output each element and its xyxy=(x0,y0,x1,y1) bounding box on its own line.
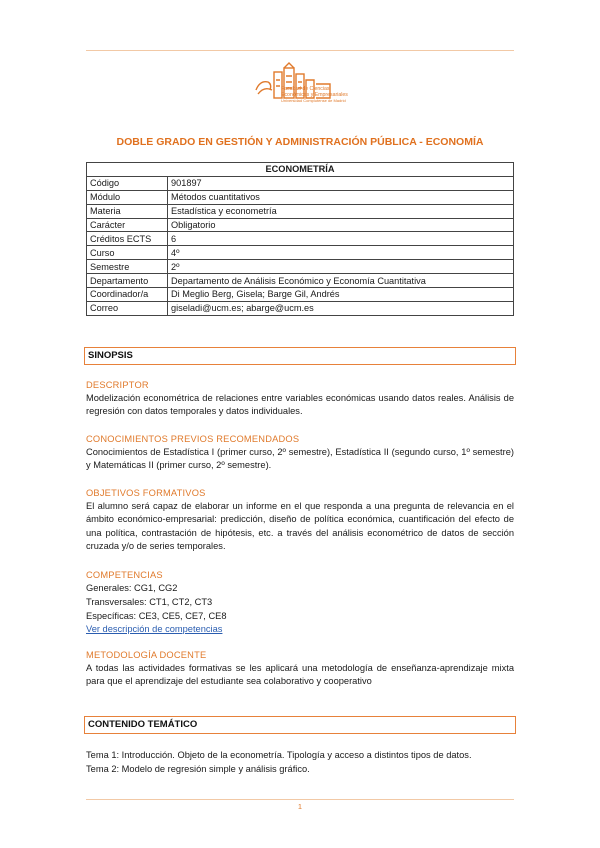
contenido-heading: CONTENIDO TEMÁTICO xyxy=(84,716,516,734)
metodologia-text: A todas las actividades formativas se les aplicará una metodología de enseñanza-aprendizaje mixta para que el aprendizaje del estudiante sea colaborativo y cooperativo xyxy=(86,663,514,687)
table-row xyxy=(87,260,514,274)
row-label: Semestre xyxy=(87,260,168,274)
table-row xyxy=(87,288,514,302)
logo-line-3: Universidad Complutense de Madrid xyxy=(281,98,346,104)
competencias-link[interactable]: Ver descripción de competencias xyxy=(86,624,223,634)
table-title-row xyxy=(87,163,514,177)
row-label: Código xyxy=(87,176,168,190)
row-label: Curso xyxy=(87,246,168,260)
competencias-title: COMPETENCIAS xyxy=(86,570,163,580)
logo-line-2: Económicas y Empresariales xyxy=(281,92,348,99)
table-row xyxy=(87,204,514,218)
tema-item: Tema 2: Modelo de regresión simple y análisis gráfico. xyxy=(86,764,310,774)
row-label: Créditos ECTS xyxy=(87,232,168,246)
competencias-generales: Generales: CG1, CG2 xyxy=(86,583,178,593)
table-row xyxy=(87,301,514,315)
row-value: giseladi@ucm.es; abarge@ucm.es xyxy=(168,301,514,315)
descriptor-text: Modelización econométrica de relaciones entre variables económicas usando datos reales. Análisis de regresión con datos temporales y datos individuales. xyxy=(86,393,514,417)
table-row xyxy=(87,176,514,190)
row-label: Carácter xyxy=(87,218,168,232)
previos-text: Conocimientos de Estadística I (primer curso, 2º semestre), Estadística II (segundo curso, 1º semestre) y Matemáticas II (primer curso, 2º semestre). xyxy=(86,447,514,471)
row-value: Obligatorio xyxy=(168,218,514,232)
competencias-transversales: Transversales: CT1, CT2, CT3 xyxy=(86,597,213,607)
previos-title: CONOCIMIENTOS PREVIOS RECOMENDADOS xyxy=(86,434,300,444)
row-value: Estadística y econometría xyxy=(168,204,514,218)
row-label: Módulo xyxy=(87,190,168,204)
row-label: Coordinador/a xyxy=(87,288,168,302)
table-row xyxy=(87,190,514,204)
objetivos-title: OBJETIVOS FORMATIVOS xyxy=(86,488,206,498)
table-row xyxy=(87,274,514,288)
row-value: 6 xyxy=(168,232,514,246)
row-value: 4º xyxy=(168,246,514,260)
table-row xyxy=(87,246,514,260)
descriptor-title: DESCRIPTOR xyxy=(86,380,149,390)
competencias-especificas: Específicas: CE3, CE5, CE7, CE8 xyxy=(86,611,227,621)
row-value: 901897 xyxy=(168,176,514,190)
row-value: 2º xyxy=(168,260,514,274)
row-value: Departamento de Análisis Económico y Economía Cuantitativa xyxy=(168,274,514,288)
table-row xyxy=(87,232,514,246)
row-label: Departamento xyxy=(87,274,168,288)
objetivos-text: El alumno será capaz de elaborar un informe en el que responda a una pregunta de relevancia en el ámbito económico-empresarial: predicción, diseño de política económica, cuantificación del efecto de una política, contrastación de hipótesis, etc. a través del análisis econométrico de datos de sección cruzada y/o de series temporales. xyxy=(86,501,514,552)
row-value: Di Meglio Berg, Gisela; Barge Gil, Andrés xyxy=(168,288,514,302)
logo-line-1: Facultad de Ciencias xyxy=(281,86,330,92)
faculty-logo-text xyxy=(281,86,351,105)
course-info-table xyxy=(86,162,514,316)
degree-title: DOBLE GRADO EN GESTIÓN Y ADMINISTRACIÓN PÚBLICA - ECONOMÍA xyxy=(116,136,484,148)
page-number: 1 xyxy=(297,802,303,811)
sinopsis-heading: SINOPSIS xyxy=(84,347,516,365)
header-rule xyxy=(86,50,514,51)
footer-rule xyxy=(86,799,514,800)
metodologia-title: METODOLOGÍA DOCENTE xyxy=(86,650,207,660)
table-row xyxy=(87,218,514,232)
row-label: Materia xyxy=(87,204,168,218)
course-title: ECONOMETRÍA xyxy=(87,163,514,177)
row-label: Correo xyxy=(87,301,168,315)
row-value: Métodos cuantitativos xyxy=(168,190,514,204)
tema-item: Tema 1: Introducción. Objeto de la econometría. Tipología y acceso a distintos tipos de datos. xyxy=(86,750,472,760)
